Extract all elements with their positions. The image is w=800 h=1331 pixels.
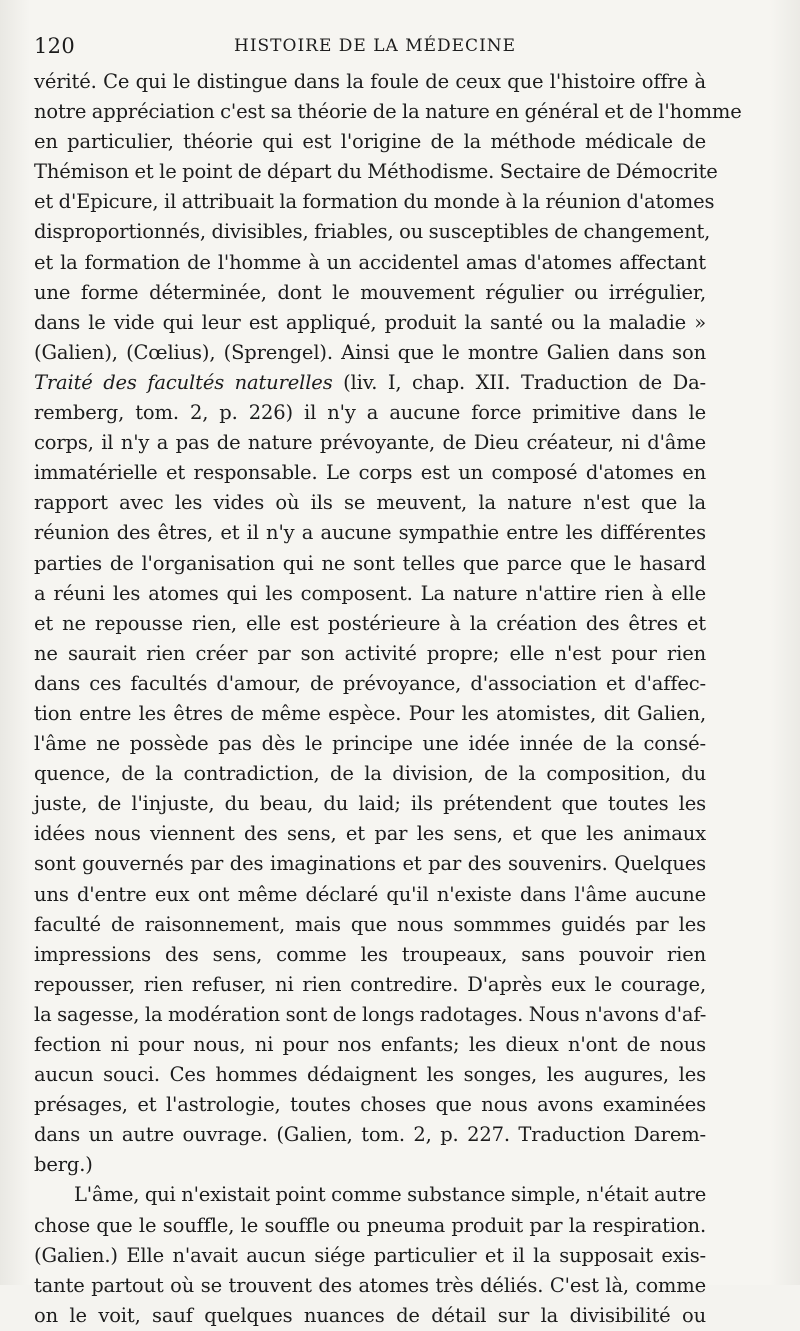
text-line (34, 880, 706, 910)
text-line (34, 669, 706, 699)
text-line (34, 940, 706, 970)
text-line (34, 67, 706, 97)
text-line (34, 729, 706, 759)
line-text: faculté de raisonnement, mais que nous sommmes guidés par les (34, 912, 706, 936)
line-text: rapport avec les vides où ils se meuvent, la nature n'est que la (34, 491, 706, 515)
line-text: a réuni les atomes qui les composent. La nature n'attire rien à elle (34, 581, 706, 605)
text-line (34, 970, 706, 1000)
line-text: L'âme, qui n'existait point comme substance simple, n'était autre (74, 1183, 707, 1207)
text-line (34, 1090, 706, 1120)
page-header (34, 34, 724, 64)
line-text: fection ni pour nous, ni pour nos enfants; les dieux n'ont de nous (34, 1033, 706, 1056)
line-text: et d'Epicure, il attribuait la formation du monde à la réunion d'atomes (34, 190, 715, 214)
line-text: repousser, rien refuser, ni rien contredire. D'après eux le courage, (34, 972, 706, 996)
line-text: berg.) (34, 1153, 93, 1177)
text-line (34, 127, 706, 157)
text-line (34, 157, 718, 187)
text-line (34, 639, 706, 669)
text-line (34, 789, 706, 819)
line-text: en particulier, théorie qui est l'origine de la méthode médicale de (34, 130, 706, 154)
text-line (34, 217, 711, 247)
line-text: réunion des êtres, et il n'y a aucune sympathie entre les différentes (34, 521, 706, 545)
text-line (34, 187, 715, 217)
line-text: chose que le souffle, le souffle ou pneuma produit par la respiration. (34, 1213, 706, 1237)
text-line (34, 699, 706, 729)
text-line (34, 910, 706, 940)
line-text: corps, il n'y a pas de nature prévoyante, de Dieu créateur, ni d'âme (34, 431, 706, 455)
text-line (34, 1000, 706, 1030)
text-line (34, 368, 706, 398)
line-text: notre appréciation c'est sa théorie de la nature en général et de l'homme (34, 100, 742, 124)
line-text: présages, et l'astrologie, toutes choses que nous avons examinées (34, 1093, 706, 1117)
text-line (34, 1211, 706, 1241)
line-text: et la formation de l'homme à un accidentel amas d'atomes affectant (34, 250, 706, 274)
text-line (34, 1150, 706, 1180)
text-line (34, 248, 706, 278)
line-text: remberg, tom. 2, p. 226) il n'y a aucune force primitive dans le (34, 401, 706, 425)
line-text: on le voit, sauf quelques nuances de détail sur la divisibilité ou (34, 1303, 706, 1327)
line-text: (Galien.) Elle n'avait aucun siége particulier et il la supposait exis- (34, 1243, 706, 1267)
line-text: (liv. I, chap. XII. Traduction de Da- (332, 370, 706, 394)
running-title: HISTOIRE DE LA MÉDECINE (234, 36, 517, 56)
line-text: aucun souci. Ces hommes dédaignent les songes, les augures, les (34, 1063, 706, 1087)
page-number: 120 (34, 34, 75, 58)
text-line (34, 819, 706, 849)
line-text: une forme déterminée, dont le mouvement régulier ou irrégulier, (34, 280, 706, 304)
line-text: tion entre les êtres de même espèce. Pour les atomistes, dit Galien, (34, 701, 706, 725)
text-line (34, 1030, 706, 1060)
text-line (34, 278, 706, 308)
text-line (34, 609, 706, 639)
line-text: Thémison et le point de départ du Méthodisme. Sectaire de Démocrite (34, 160, 718, 184)
text-line (34, 549, 706, 579)
text-line (34, 759, 706, 789)
text-line (34, 518, 706, 548)
text-line (34, 1180, 706, 1210)
text-line (34, 1241, 706, 1271)
line-text: juste, de l'injuste, du beau, du laid; ils prétendent que toutes les (34, 792, 706, 816)
text-line (34, 97, 742, 127)
line-text: (Galien), (Cœlius), (Sprengel). Ainsi que le montre Galien dans son (34, 340, 706, 364)
text-line (34, 308, 706, 338)
line-text: quence, de la contradiction, de la division, de la composition, du (34, 762, 706, 786)
line-text: parties de l'organisation qui ne sont telles que parce que le hasard (34, 551, 706, 575)
line-text: vérité. Ce qui le distingue dans la foule de ceux que l'histoire offre à (34, 70, 706, 93)
line-text: idées nous viennent des sens, et par les sens, et que les animaux (34, 822, 706, 846)
line-text: disproportionnés, divisibles, friables, ou susceptibles de changement, (34, 220, 711, 244)
line-text: sont gouvernés par des imaginations et par des souvenirs. Quelques (34, 852, 706, 876)
text-line (34, 428, 706, 458)
body-text (34, 67, 742, 1331)
text-line (34, 1060, 706, 1090)
text-line (34, 579, 706, 609)
text-line (34, 488, 706, 518)
line-text: tante partout où se trouvent des atomes très déliés. C'est là, comme (34, 1273, 706, 1297)
line-text: dans ces facultés d'amour, de prévoyance, d'association et d'affec- (34, 671, 706, 695)
text-line (34, 458, 706, 488)
line-text: uns d'entre eux ont même déclaré qu'il n'existe dans l'âme aucune (34, 882, 706, 906)
line-text: l'âme ne possède pas dès le principe une idée innée de la consé- (34, 732, 706, 756)
text-line (34, 398, 706, 428)
line-text: impressions des sens, comme les troupeaux, sans pouvoir rien (34, 942, 706, 966)
line-text: immatérielle et responsable. Le corps est un composé d'atomes en (34, 461, 706, 485)
text-line (34, 338, 706, 368)
line-text: dans un autre ouvrage. (Galien, tom. 2, p. 227. Traduction Darem- (34, 1123, 706, 1147)
text-line (34, 849, 706, 879)
text-line (34, 1301, 706, 1331)
italic-title: Traité des facultés naturelles (34, 370, 333, 394)
line-text: ne saurait rien créer par son activité propre; elle n'est pour rien (34, 641, 706, 665)
line-text: et ne repousse rien, elle est postérieure à la création des êtres et (34, 611, 706, 635)
line-text: dans le vide qui leur est appliqué, produit la santé ou la maladie » (34, 310, 706, 334)
text-line (34, 1271, 706, 1301)
line-text: la sagesse, la modération sont de longs radotages. Nous n'avons d'af- (34, 1002, 707, 1026)
text-line (34, 1120, 706, 1150)
